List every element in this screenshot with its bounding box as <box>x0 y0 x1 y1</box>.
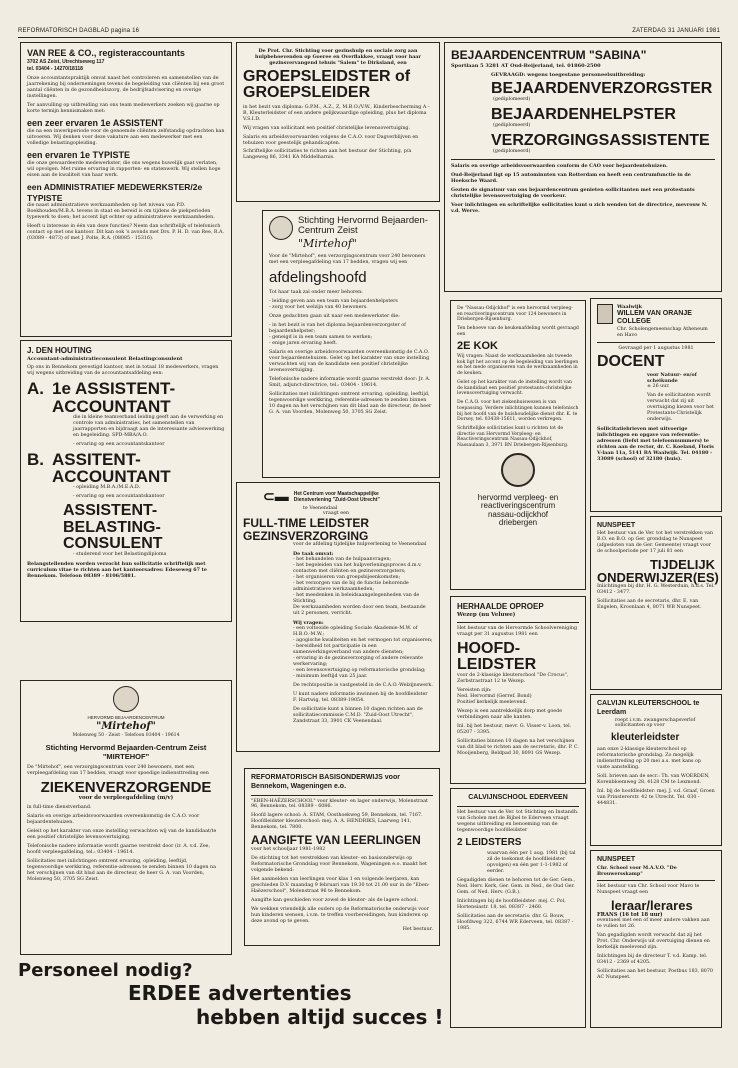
ad-text: Inlichtingen bij dhr. H. G. Westerduin, h.d.s. Tel. 03412 - 3477. <box>597 584 715 596</box>
header-left: REFORMATORISCH DAGBLAD pagina 16 <box>18 28 140 34</box>
ad-text: - het verzorgen van de bij de functie behorende administratieve werkzaamheden; <box>293 580 409 592</box>
org-name: HERVORMD BEJAARDENCENTRUM <box>87 714 165 720</box>
ad-text: Belangstellenden worden verzocht hun sollicitatie schriftelijk met curriculum vitae te richten aan het kantoorsadres: Edeseweg 67 te Bennekom. Telefoon 08389 - 8106/5881. <box>27 561 207 580</box>
ad-text: Positief kerkelijk meelevend. <box>457 700 528 706</box>
job-subtitle: voor de verpleegafdeling (m/v) <box>78 794 174 801</box>
ad-text: Heeft u interesse in één van deze functies? Neem dan schriftelijk of telefonisch contact op met ons kantoor. Dit kan ook 's avonds met Drs. P. H. D. van Ree, R.A. (03089 - 4873) of met J. Polte, R.A. (08085 - 15316). <box>27 224 224 242</box>
ad-text: - in het bezit is van het diploma bejaardenverzorgster of bejaardenhelpster; <box>269 323 406 335</box>
ad-text: Onze accountantspraktijk omvat naast het controleren en samenstellen van de jaarrekening bij ondernemingen tevens de begeleiding van cliënten bij een groot aantal cliënten in de gezondheidszorg, de bedrijfsadvisering en overige instellingen. <box>27 75 225 99</box>
ad-text: - agogische kwaliteiten en het vermogen tot organiseren; <box>293 637 433 643</box>
job-title: ASSISTENT-BELASTING-CONSULENT <box>63 502 163 553</box>
ad-text: De rechtspositie is vastgesteld in de C.A.O.-Welzijnswerk. <box>293 682 433 688</box>
ad-title: VAN REE & CO., registeraccountants <box>27 48 185 58</box>
ad-subtitle: Chr. School voor M.A.V.O. "De Brouwersskamp" <box>597 864 677 877</box>
mirtehof-logo-icon <box>269 216 293 240</box>
section-letter-b: B. <box>27 449 44 469</box>
ad-title: J. DEN HOUTING <box>27 346 92 355</box>
ad-text: De Prot. Chr. Stichting voor gezinshulp en sociale zorg aan hulpbehoevenden op Goeree en Overflakkee, vraagt voor haar gezinsvervangend tehuis "Salem" te Dirksland, een <box>255 48 421 66</box>
ad-text: Sollicitaties aan de secretaris: dhr. G. Bouw, Hoofdweg 322, 6744 WR Ederveen, tel. 08387 - 1985. <box>457 914 574 932</box>
ad-text: Het aanmelden van leerlingen voor klas 1 en volgende leerjaren, kan geschieden D.V. maandag 9 februari van 19.30 tot 21.00 uur in de "Eben-Haëzerschool", Molenstraat 96 te Bennekom. <box>251 876 430 894</box>
divider <box>451 159 715 160</box>
org-place: Wezep (nu Veluwe) <box>457 612 516 618</box>
ad-text: Salaris en overige arbeidsvoorwaarden overeenkomstig de C.A.O. voor bejaardentehuizen. <box>27 813 200 825</box>
ad-text: - leiding geven aan een team van bejaardenhelpsters <box>269 299 398 305</box>
org-place: te Veenendaal <box>303 505 338 511</box>
ad-text: "EBEN-HAËZERSCHOOL" voor kleuter- en lager onderwijs, Molenstraat 96, Bennekom, tel. 08389 - 6086. <box>251 798 428 810</box>
job-title: BEJAARDENVERZORGSTER <box>491 79 713 97</box>
ad-text: Wij vragen: <box>293 619 324 626</box>
ad-text: Hoofdleidster kleuterschool: mej. A. A. HENDRIKS, Laarweg 141, Bennekom, tel. 7800. <box>251 819 412 831</box>
ad-text: - studerend voor het Belastingdiploma <box>73 552 167 558</box>
ad-text: - minimum leeftijd van 25 jaar. <box>293 673 368 679</box>
ad-text: - zorg voor het welzijn van 40 bewoners. <box>269 305 368 311</box>
job-title: TIJDELIJK ONDERWIJZER(ES) <box>597 556 719 585</box>
ad-text: Sollicitaties aan het bestuur, Postbus 183, 8070 AC Nunspeet. <box>597 969 713 981</box>
section-letter-a: A. <box>27 379 44 399</box>
ad-text: We wekken vriendelijk alle ouders op de Reformatorische onderwijs voor hun kinderen wensen, i.v.m. te treffen voorbereidingen, hun kinderen op deze avond op te geven. <box>251 906 429 924</box>
cmd-logo-icon: ⊂▬ <box>263 488 289 504</box>
divider <box>597 880 715 881</box>
ad-text: Telefonische nadere informatie wordt gaarne verstrekt door (ir. A. v.d. Zee, hoofd verpleegafdeling, tel.: 03404 - 19614. <box>27 843 211 855</box>
job-title: VERZORGINGSASSISTENTE <box>491 132 710 150</box>
ad-groepsleidster <box>236 42 440 202</box>
ad-text: Ter aanvulling op uitbreiding van ons team medewerkers zoeken wij gaarne op korte termijn kennismaken met: <box>27 102 220 114</box>
ad-text: Op ons in Bennekom gevestigd kantoor, met in totaal 18 medewerkers, vragen wij wegens uitbreiding van de accountantsafdeling een: <box>27 365 219 377</box>
ad-text: eventueel met een of meer andere vakken aan te vullen tot 26. <box>597 918 710 930</box>
ad-text: Wij vragen: Naast de werkzaamheden als tweede kok ligt het accent op de begeleiding van leerlingen en het mede organiseren van de werkzaamheden in de keuken. <box>457 353 579 377</box>
ad-2e-kok <box>450 300 586 590</box>
ad-text: Schriftelijke sollicitaties kunt u richten tot de directie van Hervormd Verpleeg- en Reactiveringscentrum Nassau-Odijckhof, Nassaulaan 3, 3971 BN Driebergen-Rijsenburg. <box>457 425 569 449</box>
logo-text: driebergen <box>498 518 538 528</box>
ad-text: Sollicitaties binnen 10 dagen na het verschijnen van dit blad te richten aan de secretaris, dhr. P. C. Mooijenberg, Beldpad 30, 8091 GS Wezep. <box>457 739 579 757</box>
ad-title: Stichting Hervormd Bejaarden-Centrum Zeist <box>45 742 207 752</box>
ad-text: Sollicitaties met inlichtingen omtrent ervaring, opleiding, leeftijd, tegenwoordige werkkring, referentie-adressen te zenden binnen 10 dagen na het verschijnen van dit blad aan de directeur, de heer G. A. van Voorden, Molenweg 50, 3705 SG Zeist. <box>27 858 216 882</box>
ad-text: De stichting tot het verstrekken van kleuter- en basisonderwijs op Reformatorische Grondslag voor Bennekom, Wageningen e.o. maakt het volgende bekend: <box>251 855 427 873</box>
ad-text: Het bestuur van Chr. School voor Mavo te Nunspeet vraagt een <box>597 883 700 895</box>
ad-text: Het bestuur van de Hervormde Schoolvereniging vraagt per 31 augustus 1981 een <box>457 625 578 637</box>
ad-text: waarvan één per 1 aug. 1981 (bij tal zil de toekomst de hoofdleidster opvolgen) en één per 1-1-1982 of eerder. <box>487 851 576 875</box>
ad-calvijn-leerdam <box>590 694 722 846</box>
ad-text: - een levensovertuiging op reformatorische grondslag; <box>293 667 426 673</box>
logo-text: hervormd verpleeg- en <box>477 492 559 502</box>
job-title: een ADMINISTRATIEF MEDEWERKSTER/2e TYPISTE <box>27 182 203 203</box>
ad-text: Oud-Beijerland ligt op 15 autominuten van Rotterdam en heeft een centrumfunctie in de Hoeksche Waard. <box>451 172 691 185</box>
ad-text: Telefonische nadere informatie wordt gaarne verstrekt door: Jr. A. Smit, adjunct-directrice, tel.: 03404 - 19614. <box>269 377 431 389</box>
job-note: (gediplomeerd) <box>493 149 531 155</box>
job-title: afdelingshoofd <box>269 268 367 286</box>
slogan-line: Personeel nodig? <box>18 960 193 981</box>
divider <box>457 806 579 807</box>
ad-address: 3702 AS Zeist, Utrechtseweg 117 <box>27 59 105 66</box>
ad-signature: Het bestuur. <box>402 927 433 933</box>
page-header <box>18 28 720 38</box>
ad-text: Wezep is een aantrekkelijk dorp met goede verbindingen naar alle kanten. <box>457 709 563 721</box>
ad-mirtehof-ziekenverzorgende <box>20 680 232 955</box>
ad-text: aan onze 2-klassige kleuterschool op reformatorische grondslag. Zo mogelijk indiensttreding op 20 mei a.s. met kans op vaste aanstelling. <box>597 746 701 770</box>
job-title: ASSITENT-ACCOUNTANT <box>52 449 171 487</box>
logo-text: reactiveringscentrum <box>480 501 556 511</box>
ad-text: Inl. bij de hoofdleidster: mej. J. v.d. Graaf, Groen van Prinstererstr. 42 te Utrecht. Tel. 030 - 444831. <box>597 788 715 806</box>
ad-text: Geleit op het karakter van onze instelling verwachten wij van de kandidaat/te een positief christelijke levensovertuiging. <box>27 828 217 840</box>
job-note: (gediplomeerd) <box>493 96 531 102</box>
ad-text: die na een inwerkperiode voor de genoemde cliënten zelfstandig opdrachten kan uitvoeren. Wij denken voor deze vakature aan een medewerker met een volledige belastingopleiding. <box>27 128 225 146</box>
ad-text: - geneigd is in een team samen te werken; <box>269 335 373 341</box>
ad-text: - ervaring op een accountantskantoor <box>73 494 165 500</box>
ad-den-houting <box>20 340 232 622</box>
ad-text: Salaris en arbeidsvoorwaarden volgens de C.A.O. voor Dagverblijven en tehuizen voor geestelijk gehandicapten. <box>243 134 419 146</box>
ad-title: BEJAARDENCENTRUM "SABINA" <box>451 48 647 62</box>
job-title: leraar/lerares <box>611 897 693 913</box>
ad-text: De C.A.O. voor het ziekenhuiswezen is van toepassing. Verdere inlichtingen kunnen telefonisch bij het hoofd van de huishoudelijke dienst dhr. K. te Dorsey, tel. 03438-15611, worden verkregen. <box>457 400 579 423</box>
job-title: HOOFD-LEIDSTER <box>457 639 537 674</box>
divider <box>251 795 433 796</box>
ad-text: - een voltooide opleiding Sociale Akademie-M.W. of H.B.O.-M.W.; <box>293 625 418 637</box>
job-title: een ervaren 1e TYPISTE <box>27 149 131 160</box>
divider <box>597 342 715 343</box>
job-title: GROEPSLEIDSTER of GROEPSLEIDER <box>243 67 411 102</box>
ad-text: Van de sollicitanten wordt verwacht dat zij uit overtuiging kiezen voor het Protestants-Christelijk onderwijs. <box>647 393 714 423</box>
ad-text: - het begeleiden van het hulpverleningsproces d.m.v. contacten met cliënten en gezinsverzorgsters; <box>293 562 422 574</box>
ad-text: - het organiseren van groepsbijeenkomsten; <box>293 574 401 580</box>
ad-text: Hoofd lagere school: A. STAM, Oosthoekweg 59, Bennekom, tel. 7167. <box>251 813 423 819</box>
ad-sabina <box>444 42 722 292</box>
ad-text: voor de afdeling tijdelijke hulpverlening te Veenendaal <box>293 541 427 547</box>
ad-text: vraagt een <box>323 511 350 517</box>
mirtehof-logo-icon <box>113 686 139 712</box>
ad-text: Inlichtingen bij de directeur T. v.d. Kamp. tel. 03412 - 2369 of 4205. <box>597 954 708 966</box>
ad-text: U kunt nadere informatie inwinnen bij de hoofdleidster F. Hartwig, tel. 08389-19054. <box>293 691 428 703</box>
ad-text: Aangifte kan geschieden voor zowel de kleuter- als de lagere school. <box>251 897 419 903</box>
ad-text: - ervaring in de gezinsverzorging of andere relevante werkervaring; <box>293 655 423 667</box>
ad-text: Sollicitaties aan de secretaris, dhr. E. van Engelen, Kroonlaan 4, 8071 WB Nunspeet. <box>597 599 702 611</box>
ad-text: in het bezit van diploma: G.P.M., A.Z., Z, M.B.O./V.W., Kinderbescherming A - B, Kleuterleidster of een andere gelijkwaardige opleiding, plus het diploma V.S.I.D. <box>243 104 430 122</box>
ad-text: roept i.v.m. zwangerschapsverlof sollicitanten op voor <box>615 717 696 729</box>
ad-text: - het behandelen van de hulpaanvragen; <box>293 556 392 562</box>
ad-text: Vereisten zijn: <box>457 688 492 694</box>
ad-text: Gezien de signatuur van ons bejaardencentrum genieten sollicitanten met een protestants christelijke levensovertuiging de voorkeur. <box>451 187 695 200</box>
ad-van-ree <box>20 42 232 337</box>
ad-text: voor Natuur- en/of scheikunde <box>647 372 697 385</box>
ad-text: ± 26 uur. <box>647 384 670 390</box>
ad-calvijn-ederveen <box>450 788 586 1028</box>
crest-icon <box>597 304 613 324</box>
logo-text: nassau-odijckhof <box>487 509 549 519</box>
ad-nunspeet-mavo <box>590 850 722 1028</box>
ad-title: CALVIJN KLEUTERSCHOOL te Leerdam <box>597 700 700 716</box>
ad-basisonderwijs <box>244 768 440 946</box>
ad-herhaalde-oproep <box>450 596 586 784</box>
ad-text: die in kleine teamverband leiding geeft aan de verwerking en controle van administraties, het samenstellen van jaarrapporten en bijdraagt aan de interessante advieswerking en begeleiding. SPD-MBA/A.O. <box>73 414 225 438</box>
job-note: (gediplomeerd) <box>493 123 531 129</box>
job-subtitle: FRANS (16 tot 18 uur) <box>597 911 663 918</box>
erdee-slogan <box>18 960 458 1040</box>
ad-text: Tot haar taak zal onder meer behoren: <box>269 290 363 296</box>
ad-text: Korenbloemweg 28, 4128 CM te Lexmond. <box>597 779 702 785</box>
ad-address: Sportlaan 5 3281 AT Oud-Beijerland, tel. 01860-2500 <box>451 63 601 69</box>
ad-title: "MIRTEHOF" <box>102 752 150 762</box>
job-title: FULL-TIME LEIDSTER GEZINSVERZORGING <box>243 516 369 543</box>
job-title: een zeer ervaren 1e ASSISTENT <box>27 117 164 128</box>
ad-nunspeet-onderwijzer <box>590 516 722 690</box>
ad-text: Het bestuur van de Ver. tot Stichting en Instandh. van Scholen met de Bijbel te Ederveen vraagt wegens uitbreiding en benoeming van de tegenwoordige hoofdleidster <box>457 809 579 833</box>
ad-text: Het bestuur van de Ver. tot het verstrekken van B.O. en B.O. op Ger. grondslag te Nunspeet (afgesloten van de Ger. Gemeente) vraagt voor de schoolperiode per 17 juli 81 een <box>597 530 714 554</box>
ad-subtitle: Chr. Scholengemeenschap Atheneum en Havo <box>617 326 708 338</box>
ad-title: Stichting Hervormd Bejaarden-Centrum Zeist <box>298 215 428 237</box>
ad-text: De sollicitatie kunt u binnen 10 dagen richten aan de sollicitatiecommissie C.M.D. "Zuid-Oost Utrecht", Zandstraat 33, 3901 CK Veenendaal. <box>293 706 423 724</box>
ad-text: die onze gewaardeerde medewerkster, die ons wegens huwelijk gaat verlaten, wil opvolgen. Met ruime ervaring in rapporten- en statenwerk. Wij stellen hoge eisen aan de kwaliteit van haar werk. <box>27 161 221 179</box>
ad-text: die naast administratieve werkzaamheden op het niveau van P.D. Boekhouden/M.B.A. tevens in staat en bereid is om tijdens de piekperioden typewerk te doen; het accent ligt echter op administratieve werkzaamheden. <box>27 203 215 221</box>
job-title: kleuterleidster <box>611 732 680 744</box>
ad-text: Wij vragen van sollicitant een positief christelijke levensovertuiging. <box>243 125 411 131</box>
ad-text: - bereidheid tot participatie in een samenwerkingsverband van andere diensten; <box>293 643 404 655</box>
org-place: Waalwijk <box>617 304 643 310</box>
ad-text: Voor inlichtingen en schriftelijke sollicitaties kunt u zich wenden tot de directrice, mevrouw N. v.d. Werve. <box>451 202 708 215</box>
ad-text: Sollicitatiebrieven met uitvoerige inlichtingen en opgave van referentie-adressen (liefst met telefoonnummers) te richten aan de rector, dr. C. Koeland, Floris V-laan 11a, 5141 BA Waalwijk. Tel. 04180 - 33089 (school) of 32180 (huis). <box>597 426 714 462</box>
ad-text: - ervaring op een accountantskantoor <box>73 441 165 447</box>
ad-text: Gevraagd per 1 augustus 1981 <box>618 345 694 351</box>
ad-text: Salaris en overige arbeidsvoorwaarden conform de CAO voor bejaardentehuizen. <box>451 163 668 170</box>
org-title: "Mirtehof" <box>96 720 156 732</box>
ad-text: in full-time dienstverband. <box>27 804 92 810</box>
ad-text: Soll. brieven aan de secr.: Th. van WOERDEN, <box>597 773 710 779</box>
ad-text: Schriftelijke sollicitaties te richten aan het bestuur der Stichting, p/a Langeweg 86, 3341 KA Middelharnis. <box>243 149 412 161</box>
ad-title: HERHAALDE OPROEP <box>457 602 544 611</box>
ad-text: De "Mirtehof", een verzorgingscentrum voor 240 bewoners, met een verpleegafdeling van 17 bedden, vraagt voor spoedige indiensttreding een <box>27 764 209 776</box>
ad-text: - het meedenken in beleidsaangelegenheden van de Stichting. <box>293 592 420 604</box>
ad-text: Inlichtingen bij de hoofdleidster: mej. C. Pol, Hortensiastr. 18, tel. 08387 - 2460. <box>457 899 566 911</box>
ad-text: Sollicitaties met inlichtingen omtrent ervaring, opleiding, leeftijd, tegenwoordige werkkring, referentie-adressen te zenden binnen 10 dagen na het verschijnen van dit blad aan de directeur, de heer G. A. van Voorden, Molenweg 50, 3705 SG Zeist. <box>269 392 432 416</box>
ad-willem-van-oranje <box>590 298 722 512</box>
ad-text: Voor de "Mirtehof", een verzorgingscentrum voor 240 bewoners met een verpleegafdeling van 17 bedden, vragen wij een <box>269 253 426 265</box>
ad-mirtehof-afdelingshoofd <box>262 210 440 478</box>
ad-title: REFORMATORISCH BASISONDERWIJS voor Bennekom, Wageningen e.o. <box>251 774 400 790</box>
job-title: 2 LEIDSTERS <box>457 836 522 848</box>
job-title: AANGIFTE VAN LEERLINGEN <box>251 833 421 848</box>
ad-text: - opleiding M.B.A./M.E.A.D. <box>73 485 141 491</box>
nassau-odijckhof-logo-icon <box>501 453 535 487</box>
ad-subtitle: Accountant-administratieconsulent Belastingconsulent <box>27 356 183 362</box>
ad-text: Salaris en overige arbeidsvoorwaarden overeenkomstig de C.A.O. voor bejaardentehuizen. Gelet op het karakter van onze instelling verwachten wij van de kandidate een positief christelijke levensovertuiging. <box>269 350 430 374</box>
org-title: "Mirtehof" <box>298 236 357 250</box>
ad-title: NUNSPEET <box>597 522 636 529</box>
ad-text: De taak omvat: <box>293 550 334 557</box>
ad-text: Gelet op het karakter van de instelling wordt van de kandidaat een positief protestants-christelijke levensovertuiging verwacht. <box>457 379 572 397</box>
ad-text: Van gegadigden wordt verwacht dat zij het Prot. Chr. Onderwijs uit overtuiging dienen en kerkelijk meelevend zijn. <box>597 933 710 951</box>
ad-title: CALVIJNSCHOOL EDERVEEN <box>468 794 568 801</box>
ad-text: voor de 2-klassige kleuterschool "De Crocus", Zerbstrastraat 12 te Wezep. <box>457 673 569 685</box>
ad-text: De werkzaamheden worden door een team, bestaande uit 2 personen, verricht. <box>293 604 426 616</box>
slogan-line: ERDEE advertenties <box>128 981 352 1005</box>
job-title: 1e ASSISTENT-ACCOUNTANT <box>52 379 176 416</box>
ad-text: GEVRAAGD: wegens toegestane personeelsuitbreiding: <box>491 72 646 79</box>
ad-text: voor het schooljaar 1981-1982 <box>251 846 326 852</box>
slogan-line: hebben altijd succes ! <box>196 1005 444 1029</box>
job-title: DOCENT <box>597 352 665 370</box>
ad-text: Inl. bij het bestuur, mevr. G. Visser-v. Loon, tel. 05207 - 3395. <box>457 724 572 736</box>
ad-phone: tel. 03404 - 14270/18118 <box>27 65 83 72</box>
org-name: Het Centrum voor Maatschappelijke Dienstverlening "Zuid-Oost Utrecht" <box>293 490 380 503</box>
ad-text: Ned. Hervormd (Gerref. Bond) <box>457 694 532 700</box>
divider <box>457 622 579 623</box>
ad-title: WILLEM VAN ORANJE COLLEGE <box>617 310 692 325</box>
ad-text: Onze gedachten gaan uit naar een medewerkster die: <box>269 314 400 320</box>
header-right: ZATERDAG 31 JANUARI 1981 <box>632 28 720 34</box>
ad-text: De "Nassau-Odijckhof" is een hervormd verpleeg- en reactiveringscentrum voor 124 bewoners in Driebergen-Rijsenburg. <box>457 306 573 323</box>
job-title: 2E KOK <box>457 339 498 352</box>
job-title: ZIEKENVERZORGENDE <box>40 778 212 796</box>
org-address: Molenweg 50 - Zeist - Telefoon 03404 - 19614 <box>72 733 180 739</box>
ad-gezinsverzorging <box>236 482 440 752</box>
ad-title: NUNSPEET <box>597 856 636 863</box>
ad-text: - enige jaren ervaring heeft. <box>269 341 338 347</box>
ad-text: Ten behoeve van de keukenafdeling wordt gevraagd een <box>457 326 579 337</box>
job-title: BEJAARDENHELPSTER <box>491 105 676 123</box>
ad-text: Gegadigden dienen te behoren tot de Ger. Gem., Ned. Herv. Kerk, Ger. Gem. in Ned., de Oud Ger. Gem. of Ned. Herv. (G.B.). <box>457 878 576 896</box>
